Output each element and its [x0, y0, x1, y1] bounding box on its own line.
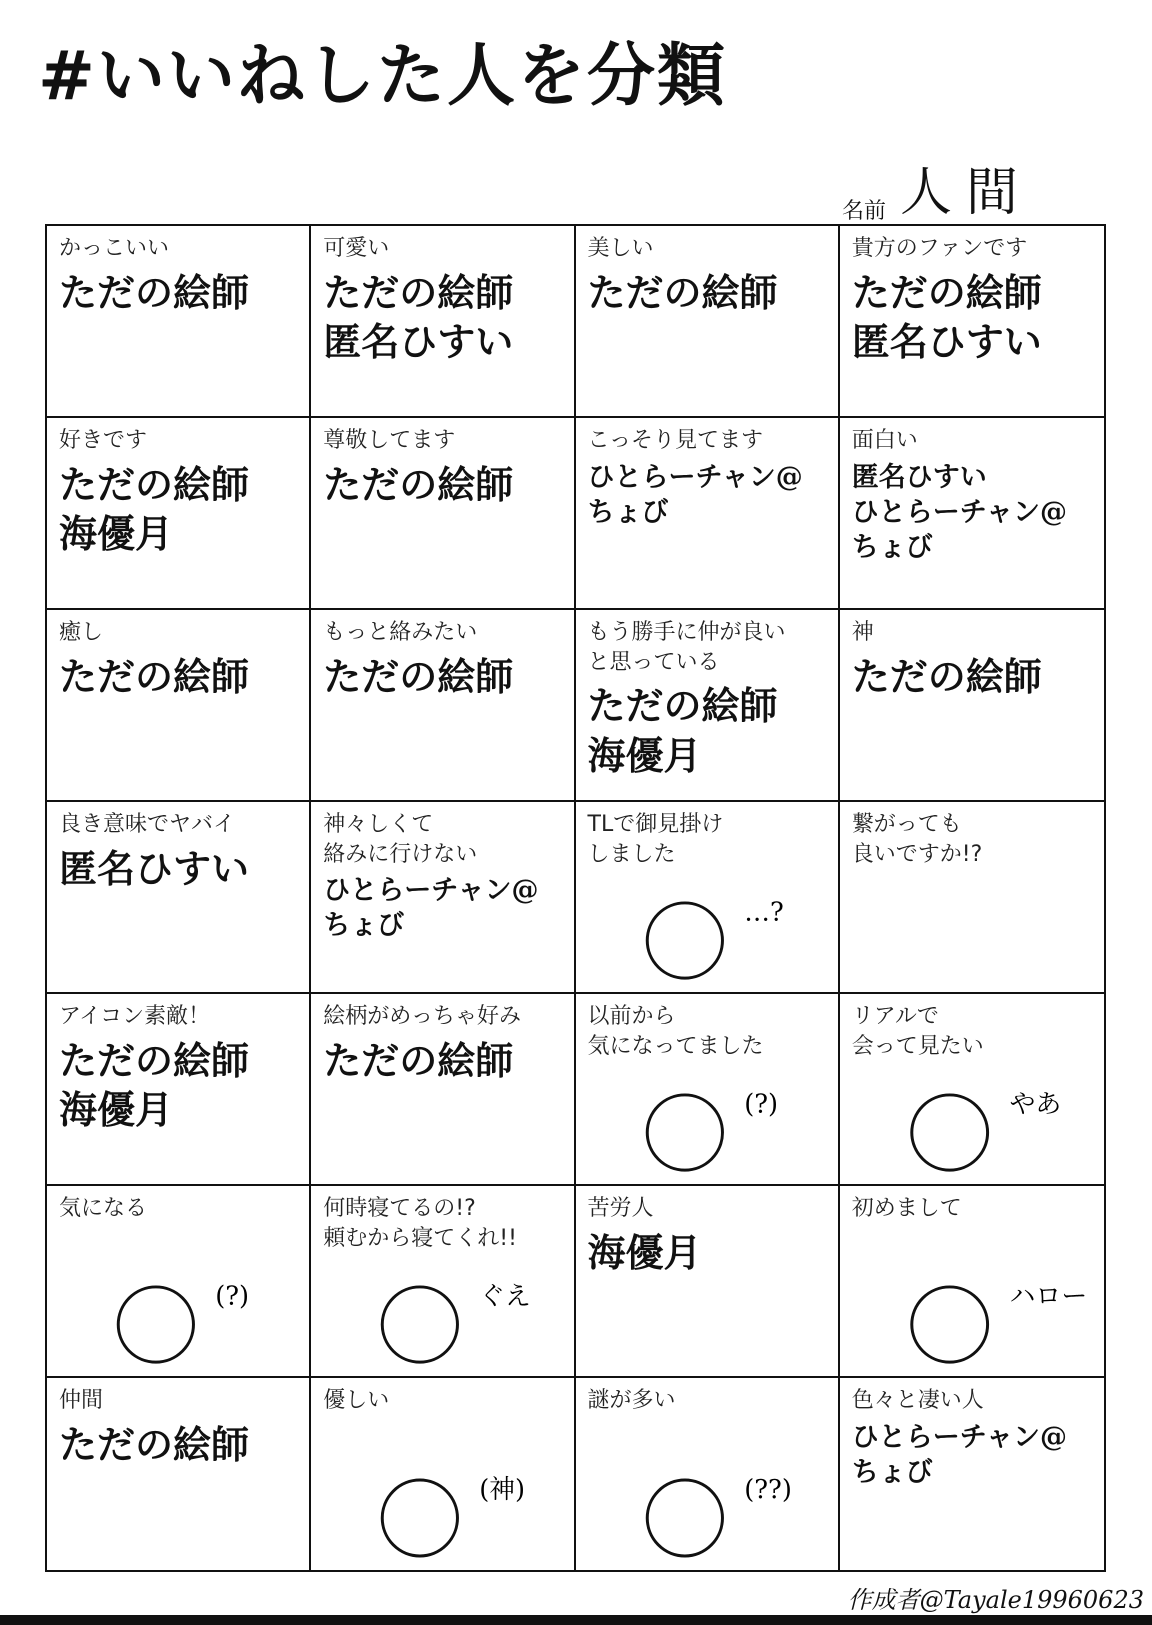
cell-label: 絵柄がめっちゃ好み [323, 1004, 522, 1029]
grid-cell [840, 1186, 1104, 1378]
cell-label: 苦労人 [587, 1196, 654, 1221]
cell-label: 貴方のファンです [851, 236, 1028, 261]
grid-cell [311, 1378, 575, 1570]
grid-cell [576, 610, 840, 802]
cell-names: ただの絵師 [59, 653, 250, 699]
grid-cell [840, 802, 1104, 994]
grid-cell [840, 1378, 1104, 1570]
cell-label: 謎が多い [587, 1388, 676, 1413]
cell-label: 優しい [323, 1388, 390, 1413]
cell-names: ただの絵師 [323, 653, 514, 699]
grid-cell [576, 1186, 840, 1378]
cell-label: 美しい [587, 236, 654, 261]
cell-names: ただの絵師 [851, 653, 1042, 699]
cell-label: 神 [851, 620, 874, 645]
grid-cell [311, 802, 575, 994]
name-label: 名前 [842, 199, 887, 224]
cell-label: 癒し [59, 620, 104, 645]
cell-names: ひとらーチャン@ちょび [851, 1421, 1067, 1488]
cell-label: 以前から 気になってました [587, 1004, 764, 1059]
cell-names: ただの絵師 匿名ひすい [851, 269, 1042, 365]
cell-names: ひとらーチャン@ちょび [323, 875, 539, 942]
doodle-text: (?) [743, 1089, 778, 1120]
name-row [842, 150, 1032, 225]
cell-label: 繋がっても 良いですか!? [851, 812, 983, 867]
grid-cell [840, 226, 1104, 418]
grid-cell [47, 226, 311, 418]
grid-cell [47, 610, 311, 802]
cell-label: こっそり見てます [587, 428, 764, 453]
doodle-text: …? [743, 897, 784, 928]
grid-cell [576, 994, 840, 1186]
grid-cell [576, 418, 840, 610]
cell-label: アイコン素敵！ [59, 1004, 211, 1029]
cell-label: TLで御見掛け しました [587, 812, 724, 867]
grid-cell [311, 1186, 575, 1378]
grid-cell [47, 802, 311, 994]
cell-label: 気になる [59, 1196, 148, 1221]
cell-names: ただの絵師 匿名ひすい [323, 269, 514, 365]
cell-names: ひとらーチャン@ちょび [587, 461, 803, 528]
grid-cell [47, 1378, 311, 1570]
cell-label: 神々しくて 絡みに行けない [323, 812, 478, 867]
cell-names: ただの絵師 [59, 269, 250, 315]
cell-label: 色々と凄い人 [851, 1388, 984, 1413]
grid-cell [840, 610, 1104, 802]
doodle-text: (神) [479, 1474, 526, 1506]
cell-label: もっと絡みたい [323, 620, 478, 645]
credit-signature: 作成者@Tayale19960623 [847, 1586, 1144, 1614]
doodle-text: ぐえ [479, 1281, 531, 1312]
grid-cell [47, 1186, 311, 1378]
cell-label: リアルで 会って見たい [851, 1004, 984, 1059]
cell-names: ただの絵師 [587, 269, 778, 315]
page-title: #いいねした人を分類 [38, 37, 727, 116]
doodle-text: ハロー [1009, 1281, 1088, 1312]
grid-cell [311, 994, 575, 1186]
cell-label: 可愛い [323, 236, 390, 261]
doodle-text: やあ [1009, 1089, 1062, 1120]
cell-label: 面白い [851, 428, 918, 453]
cell-label: かっこいい [59, 236, 170, 261]
cell-label: 何時寝てるの!? 頼むから寝てくれ!! [323, 1196, 517, 1251]
grid-cell [311, 226, 575, 418]
name-value: 人間 [900, 163, 1033, 223]
grid-cell [311, 418, 575, 610]
grid-cell [576, 1378, 840, 1570]
grid-cell [576, 226, 840, 418]
grid-cell [840, 994, 1104, 1186]
grid-cell [47, 418, 311, 610]
cell-names: ただの絵師 海優月 [59, 461, 250, 557]
grid-cell [576, 802, 840, 994]
cell-names: ただの絵師 海優月 [59, 1037, 250, 1133]
cell-label: もう勝手に仲が良い と思っている [587, 620, 786, 675]
cell-label: 好きです [59, 428, 148, 453]
cell-names: 匿名ひすい [59, 845, 250, 891]
cell-names: ただの絵師 [59, 1421, 250, 1467]
cell-label: 良き意味でヤバイ [59, 812, 236, 837]
cell-names: ただの絵師 海優月 [587, 683, 778, 778]
cell-label: 初めまして [851, 1196, 962, 1221]
cell-names: 匿名ひすい ひとらーチャン@ちょび [851, 461, 1067, 563]
doodle-text: (?) [215, 1281, 250, 1312]
doodle-text: (??) [743, 1474, 792, 1506]
bottom-border [0, 1615, 1152, 1625]
grid-cell [311, 610, 575, 802]
cell-names: ただの絵師 [323, 461, 514, 507]
grid-cell [47, 994, 311, 1186]
category-grid [45, 224, 1106, 1572]
cell-names: 海優月 [587, 1229, 702, 1275]
cell-label: 仲間 [59, 1388, 104, 1413]
cell-label: 尊敬してます [323, 428, 456, 453]
cell-names: ただの絵師 [323, 1037, 514, 1083]
grid-cell [840, 418, 1104, 610]
